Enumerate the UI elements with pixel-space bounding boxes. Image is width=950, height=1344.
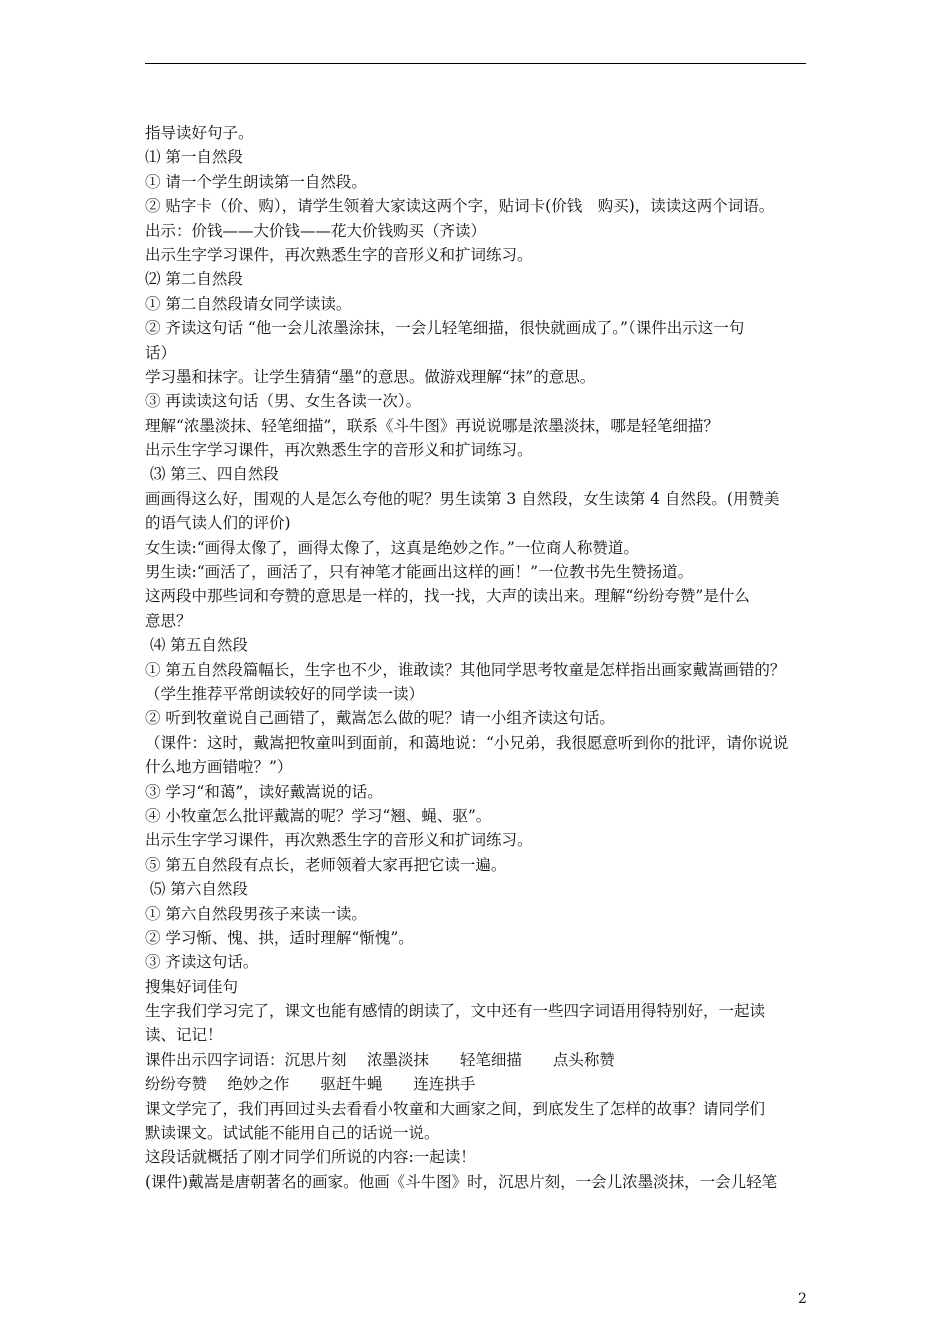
section-heading: ⑴ 第一自然段	[145, 148, 243, 167]
text-line: ② 听到牧童说自己画错了，戴嵩怎么做的呢？请一小组齐读这句话。	[145, 709, 615, 728]
document-body	[145, 121, 815, 1194]
text-line: ③ 齐读这句话。	[145, 953, 259, 972]
text-line: 纷纷夸赞 绝妙之作 驱赶牛蝇 连连拱手	[145, 1075, 476, 1094]
text-line: 指导读好句子。	[145, 124, 254, 142]
text-line: ① 第二自然段请女同学读读。	[145, 294, 352, 313]
section-heading: ⑷ 第五自然段	[145, 636, 248, 655]
text-line: 话）	[145, 343, 177, 362]
text-line: 出示：价钱——大价钱——花大价钱购买（齐读）	[145, 221, 487, 240]
text-line: 出示生字学习课件，再次熟悉生字的音形义和扩词练习。	[145, 245, 533, 264]
text-line: 理解“浓墨淡抹、轻笔细描”，联系《斗牛图》再说说哪是浓墨淡抹，哪是轻笔细描？	[145, 416, 719, 435]
text-line: ① 请一个学生朗读第一自然段。	[145, 172, 367, 191]
text-line: （学生推荐平常朗读较好的同学读一读）	[145, 684, 425, 703]
text-line: 意思？	[145, 611, 192, 630]
text-line: 读、记记！	[145, 1026, 223, 1045]
text-line: （课件：这时，戴嵩把牧童叫到面前，和蔼地说：“小兄弟，我很愿意听到你的批评，请你说说	[145, 733, 789, 752]
text-line: 男生读:“画活了，画活了，只有神笔才能画出这样的画！”一位教书先生赞扬道。	[145, 563, 694, 582]
text-line: 女生读:“画得太像了，画得太像了，这真是绝妙之作。”一位商人称赞道。	[145, 538, 639, 557]
page-number: 2	[798, 1291, 807, 1307]
text-line: (课件)戴嵩是唐朝著名的画家。他画《斗牛图》时，沉思片刻，一会儿浓墨淡抹，一会儿轻笔	[145, 1172, 778, 1191]
text-line: 出示生字学习课件，再次熟悉生字的音形义和扩词练习。	[145, 441, 533, 460]
text-line: ③ 再读读这句话（男、女生各读一次）。	[145, 392, 422, 411]
text-line: 学习墨和抹字。让学生猜猜“墨”的意思。做游戏理解“抹”的意思。	[145, 367, 596, 386]
text-line: ⑤ 第五自然段有点长，老师领着大家再把它读一遍。	[145, 855, 507, 874]
text-line: ① 第五自然段篇幅长，生字也不少，谁敢读？其他同学思考牧童是怎样指出画家戴嵩画错的？	[145, 660, 786, 679]
text-line: 生字我们学习完了，课文也能有感情的朗读了，文中还有一些四字词语用得特别好，一起读	[145, 1002, 766, 1021]
text-line: 这两段中那些词和夸赞的意思是一样的，找一找，大声的读出来。理解“纷纷夸赞”是什么	[145, 587, 750, 606]
text-line: 的语气读人们的评价)	[145, 514, 291, 533]
text-line: 这段话就概括了刚才同学们所说的内容:一起读！	[145, 1148, 476, 1167]
header-rule	[145, 63, 806, 64]
text-line: ④ 小牧童怎么批评戴嵩的呢？学习“翘、蝇、驱”。	[145, 806, 492, 825]
text-line: 出示生字学习课件，再次熟悉生字的音形义和扩词练习。	[145, 831, 533, 850]
section-heading: 搜集好词佳句	[145, 977, 239, 996]
text-line: 课件出示四字词语：沉思片刻 浓墨淡抹 轻笔细描 点头称赞	[145, 1050, 615, 1069]
section-heading: ⑵ 第二自然段	[145, 270, 243, 289]
text-line: 什么地方画错啦？”）	[145, 758, 293, 777]
text-line: ② 贴字卡（价、购），请学生领着大家读这两个字，贴词卡(价钱 购买)，读读这两个词语。	[145, 197, 775, 216]
text-line: ① 第六自然段男孩子来读一读。	[145, 904, 367, 923]
text-line: ③ 学习“和蔼”，读好戴嵩说的话。	[145, 782, 383, 801]
text-line: ② 学习惭、愧、拱，适时理解“惭愧”。	[145, 928, 414, 947]
text-line: 默读课文。试试能不能用自己的话说一说。	[145, 1124, 440, 1143]
text-line: 画画得这么好，围观的人是怎么夸他的呢？男生读第 3 自然段，女生读第 4 自然段。(用赞美	[145, 489, 780, 508]
section-heading: ⑸ 第六自然段	[145, 880, 248, 899]
text-line: 课文学完了，我们再回过头去看看小牧童和大画家之间，到底发生了怎样的故事？请同学们	[145, 1099, 766, 1118]
section-heading: ⑶ 第三、四自然段	[145, 465, 279, 484]
text-line: ② 齐读这句话 “他一会儿浓墨涂抹，一会儿轻笔细描，很快就画成了。”（课件出示这一句	[145, 319, 745, 338]
